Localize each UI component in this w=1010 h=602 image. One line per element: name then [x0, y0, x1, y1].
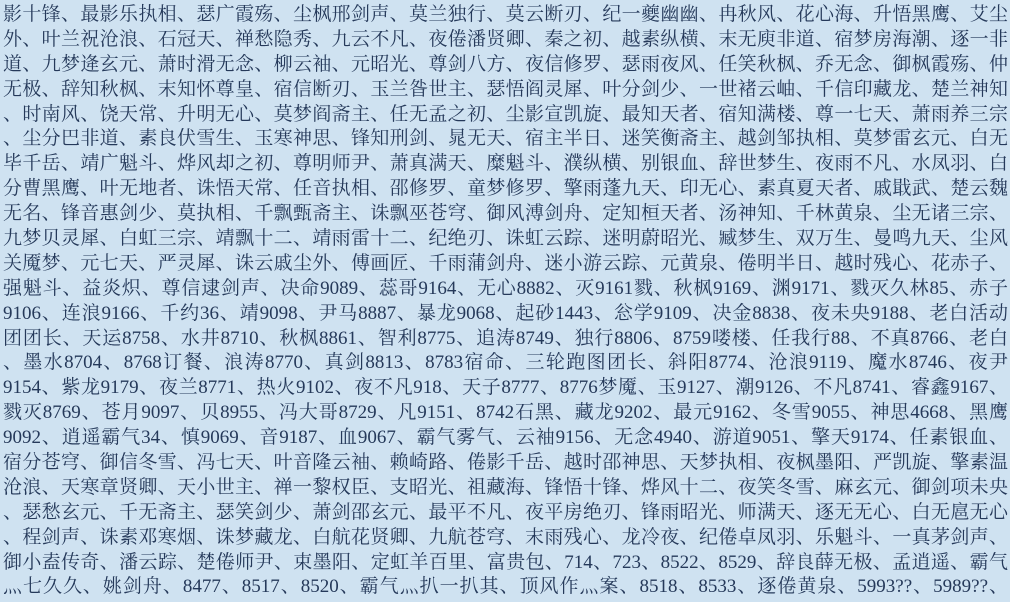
text-line: 、墨水8704、8768订餐、浪涛8770、真剑8813、8783宿命、三轮跑图团长、斜阳8774、沧浪9119、魔水8746、夜尹	[3, 352, 1008, 374]
text-line: 关魇梦、元七天、严灵犀、诛云戚尘外、傅画匠、千雨蒲剑舟、迷小游云踪、元黄泉、倦明半日、越时残心、花赤子、	[3, 252, 1008, 274]
text-line: 外、叶兰祝沧浪、石冠天、禅愁隐秀、九云不凡、夜倦潘贤卿、秦之初、越素纵横、末无庾非道、宿梦房海潮、逐一非	[3, 28, 1008, 50]
text-line: 道、九梦逄玄元、萧时滑无念、柳云袖、元昭光、尊剑八方、夜信修罗、瑟雨夜风、任笑秋枫、乔无念、御枫霞殇、仲	[3, 53, 1008, 75]
text-line: 9106、连浪9166、千约36、靖9098、尹马8887、暴龙9068、起砂1443、忩学9109、决金8838、夜未央9188、老白活动	[3, 302, 1008, 324]
text-line: 毕千岳、靖广魁斗、烨风却之初、尊明师尹、萧真满天、糜魁斗、濮纵横、别银血、辞世梦生、夜雨不凡、水凤羽、白	[3, 153, 1008, 175]
text-line: 、尘分巴非道、素良伏雪生、玉寒神思、锋知刑剑、晁无天、宿主半日、迷笑衡斋主、越剑邹执相、莫梦雷玄元、白无	[3, 128, 1008, 150]
text-line: 御小盍传奇、潘云踪、楚倦师尹、束墨阳、定虹羊百里、富贵包、714、723、8522、8529、辞良薛无极、孟逍遥、霸气	[3, 551, 1008, 573]
text-line: 戮灭8769、苍月9097、贝8955、冯大哥8729、凡9151、8742石黑、藏龙9202、最元9162、冬雪9055、神思4668、黑鹰	[3, 402, 1008, 424]
text-line: 强魁斗、益炎炽、尊信逮剑声、决命9089、蕊哥9164、无心8882、灭9161戮、秋枫9169、渊9171、戮灭久林85、赤子	[3, 277, 1008, 299]
text-line: 团团长、天运8758、水井8710、秋枫8861、智利8775、追涛8749、独行8806、8759喽楼、任我行88、不真8766、老白	[3, 327, 1008, 349]
text-line: 九梦贝灵犀、白虹三宗、靖飘十二、靖雨雷十二、纪绝刃、诛虹云踪、迷明蔚昭光、臧梦生、双万生、曼鸣九天、尘风	[3, 228, 1008, 250]
text-line: 无名、锋音惠剑少、莫执相、千飘甄斋主、诛飘巫苍穹、御风溥剑舟、定知桓天者、汤神知、千林黄泉、尘无诸三宗、	[3, 203, 1008, 225]
text-line: 宿分苍穹、御信冬雪、冯七天、叶音隆云袖、赖崎路、倦影千岳、越时邵神思、天梦执相、夜枫墨阳、严凯旋、擎素温	[3, 452, 1008, 474]
text-line: 灬七久久、姚剑舟、8477、8517、8520、霸气灬扒一扒其、顶风作灬案、8518、8533、逐倦黄泉、5993??、5989??、	[3, 576, 1008, 598]
text-line: 影十锋、最影乐执相、瑟广霞殇、尘枫邢剑声、莫兰独行、莫云断刃、纪一夔幽幽、冉秋风、花心海、升悟黑鹰、艾尘	[3, 4, 1008, 25]
text-line: 分曹黑鹰、叶无地者、诛悟天常、任音执相、邵修罗、童梦修罗、擎雨蓬九天、印无心、素真夏天者、戚戢武、楚云魏	[3, 178, 1008, 200]
text-line: 、时南风、饶天常、升明无心、莫梦阎斋主、任无孟之初、尘影宣凯旋、最知天者、宿知满楼、尊一七天、萧雨养三宗	[3, 103, 1008, 125]
text-line: 9092、逍遥霸气34、慎9069、音9187、血9067、霸气雾气、云袖9156、无念4940、游道9051、擎天9174、任素银血、	[3, 427, 1008, 449]
text-line: 9154、紫龙9179、夜兰8771、热火9102、夜不凡918、天子8777、8776梦魇、玉9127、潮9126、不凡8741、睿鑫9167、	[3, 377, 1008, 399]
text-line: 无极、辞知秋枫、末知怀尊皇、宿信断刃、玉兰昝世主、瑟悟阎灵犀、叶分剑少、一世褚云岫、千信印藏龙、楚兰神知	[3, 78, 1008, 100]
text-line: 、程剑声、诛素邓寒烟、诛梦藏龙、白航花贤卿、九航苍穹、末雨残心、龙冷夜、纪倦卓凤羽、乐魁斗、一真茅剑声、	[3, 526, 1008, 548]
text-line: 、瑟愁玄元、千无斋主、瑟笑剑少、萧剑邵玄元、最平不凡、夜平房绝刃、锋雨昭光、师满天、逐无无心、白无扈无心	[3, 501, 1008, 523]
text-line: 沧浪、天寒章贤卿、天小世主、禅一黎权臣、支昭光、祖藏海、锋悟十锋、烨风十二、夜笑冬雪、麻玄元、御剑项未央	[3, 476, 1008, 498]
